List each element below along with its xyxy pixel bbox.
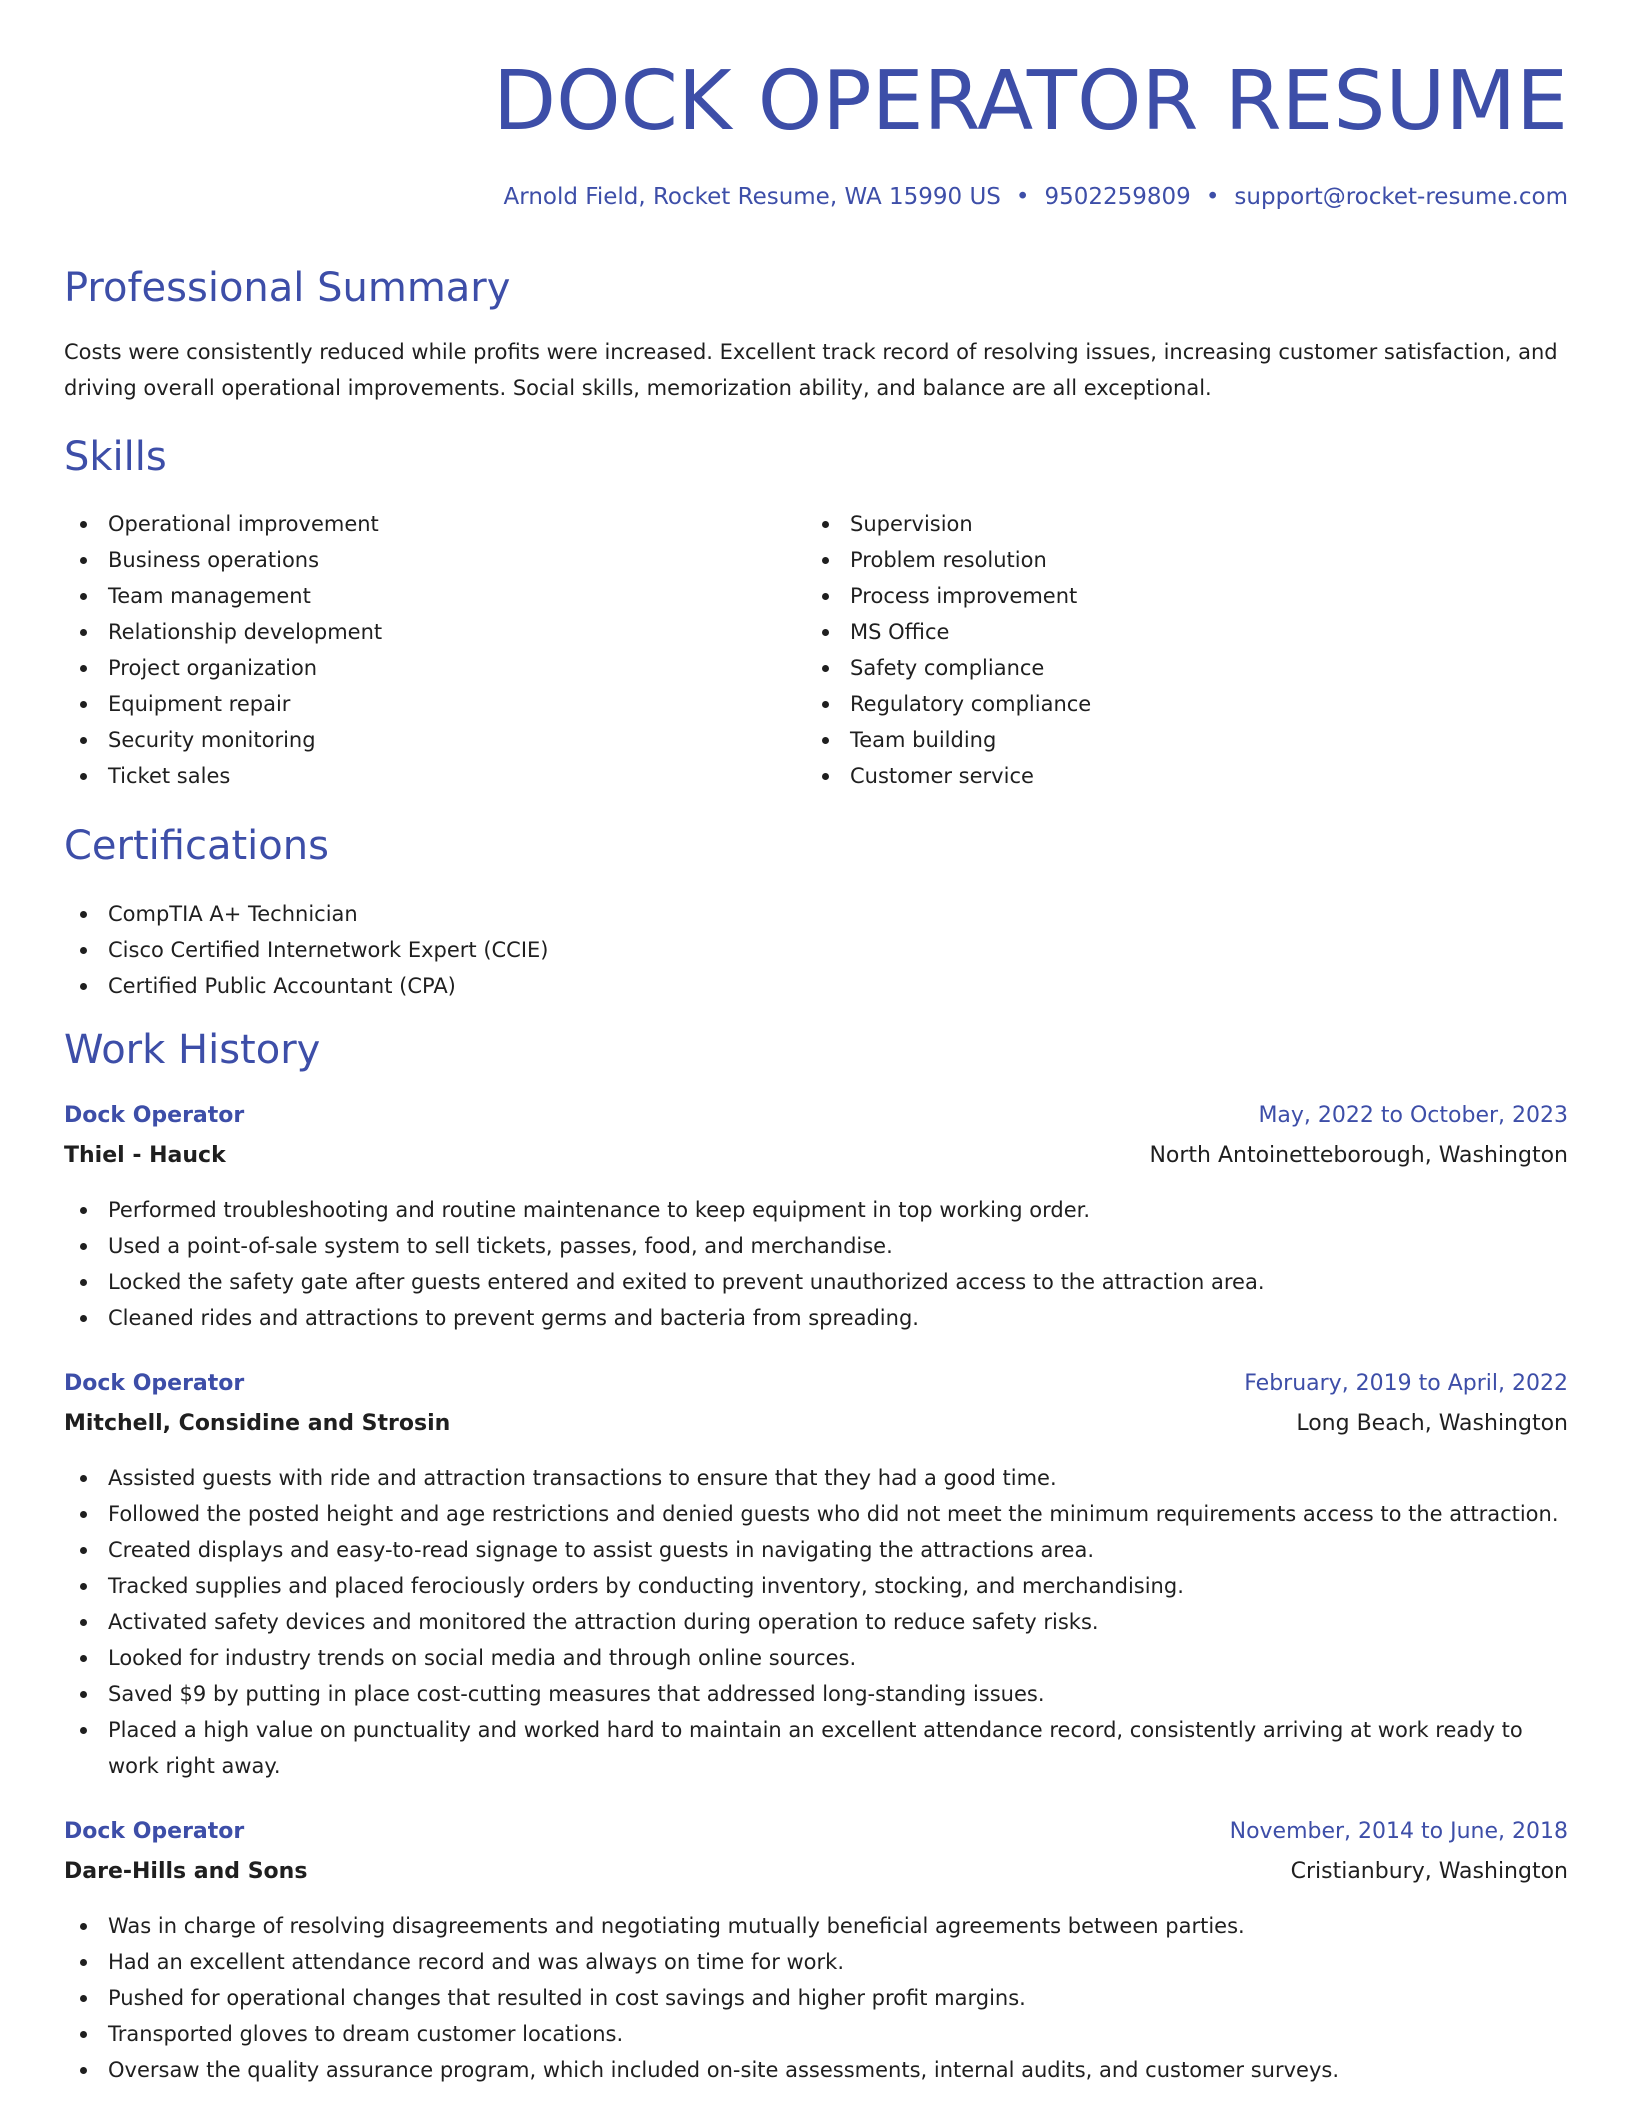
certification-item: Cisco Certified Internetwork Expert (CCIE)	[64, 932, 1568, 968]
skill-item: Supervision	[806, 506, 1506, 542]
job-duty-item: Pushed for operational changes that resulted in cost savings and higher profit margins.	[64, 1980, 1568, 2016]
skill-item: Ticket sales	[64, 758, 764, 794]
job-title-row	[64, 1814, 1568, 1854]
job-duty-item: Created displays and easy-to-read signage to assist guests in navigating the attractions area.	[64, 1532, 1568, 1568]
skills-list-left	[64, 506, 764, 794]
skill-item: Process improvement	[806, 578, 1506, 614]
job-company: Thiel - Hauck	[64, 1143, 226, 1168]
job-duty-item: Saved $9 by putting in place cost-cutting measures that addressed long-standing issues.	[64, 1676, 1568, 1712]
job-location: Long Beach, Washington	[1296, 1411, 1568, 1436]
job-company-row	[64, 1854, 1568, 1894]
contact-phone: 9502259809	[1044, 184, 1191, 210]
certification-item: CompTIA A+ Technician	[64, 896, 1568, 932]
skill-item: Safety compliance	[806, 650, 1506, 686]
job-dates: February, 2019 to April, 2022	[1244, 1371, 1568, 1396]
contact-address: Arnold Field, Rocket Resume, WA 15990 US	[503, 184, 1001, 210]
skill-item: Regulatory compliance	[806, 686, 1506, 722]
skill-item: Relationship development	[64, 614, 764, 650]
job-duty-item: Tracked supplies and placed ferociously orders by conducting inventory, stocking, and merchandising.	[64, 1568, 1568, 1604]
job-dates: November, 2014 to June, 2018	[1229, 1819, 1568, 1844]
skill-item: Team management	[64, 578, 764, 614]
job-duty-item: Had an excellent attendance record and was always on time for work.	[64, 1944, 1568, 1980]
job-company: Dare-Hills and Sons	[64, 1859, 308, 1884]
job-title: Dock Operator	[64, 1103, 245, 1128]
job-duty-item: Locked the safety gate after guests entered and exited to prevent unauthorized access to the attraction area.	[64, 1264, 1568, 1300]
contact-email: support@rocket-resume.com	[1234, 184, 1568, 210]
certifications-heading: Certifications	[64, 823, 329, 869]
job-duties-list	[64, 1908, 1568, 2088]
certification-item: Certified Public Accountant (CPA)	[64, 968, 1568, 1004]
skills-column-left	[64, 506, 764, 794]
job-title-row	[64, 1098, 1568, 1138]
skills-heading: Skills	[64, 434, 167, 480]
skill-item: Business operations	[64, 542, 764, 578]
job-duty-item: Followed the posted height and age restrictions and denied guests who did not meet the minimum requirements access to the attraction.	[64, 1496, 1568, 1532]
job-title-row	[64, 1366, 1568, 1406]
skill-item: Equipment repair	[64, 686, 764, 722]
job-duty-item: Assisted guests with ride and attraction transactions to ensure that they had a good time.	[64, 1460, 1568, 1496]
job-duty-item: Looked for industry trends on social media and through online sources.	[64, 1640, 1568, 1676]
job-location: Cristianbury, Washington	[1290, 1859, 1568, 1884]
job-duty-item: Cleaned rides and attractions to prevent germs and bacteria from spreading.	[64, 1300, 1568, 1336]
job-title: Dock Operator	[64, 1371, 245, 1396]
job-dates: May, 2022 to October, 2023	[1258, 1103, 1568, 1128]
job-duty-item: Activated safety devices and monitored the attraction during operation to reduce safety risks.	[64, 1604, 1568, 1640]
certifications-list	[64, 896, 1568, 1004]
skill-item: Team building	[806, 722, 1506, 758]
summary-text: Costs were consistently reduced while profits were increased. Excellent track record of resolving issues, increasing customer satisfaction, and driving overall operational improvements. Social skills, memorization ability, and balance are all exceptional.	[64, 340, 1558, 400]
job-entry	[64, 1366, 1568, 1784]
skill-item: Customer service	[806, 758, 1506, 794]
job-company-row	[64, 1138, 1568, 1178]
contact-line	[504, 180, 1568, 214]
job-location: North Antoinetteborough, Washington	[1149, 1143, 1568, 1168]
skill-item: Problem resolution	[806, 542, 1506, 578]
job-title: Dock Operator	[64, 1819, 245, 1844]
job-company: Mitchell, Considine and Strosin	[64, 1411, 451, 1436]
job-duty-item: Used a point-of-sale system to sell tickets, passes, food, and merchandise.	[64, 1228, 1568, 1264]
bullet-separator: •	[1205, 184, 1220, 210]
skills-column-right	[806, 506, 1506, 794]
job-duty-item: Placed a high value on punctuality and worked hard to maintain an excellent attendance record, consistently arriving at work ready to work right away.	[64, 1712, 1568, 1784]
job-company-row	[64, 1406, 1568, 1446]
certifications-section	[64, 896, 1568, 1004]
job-duties-list	[64, 1460, 1568, 1784]
job-duty-item: Was in charge of resolving disagreements and negotiating mutually beneficial agreements between parties.	[64, 1908, 1568, 1944]
job-duty-item: Transported gloves to dream customer locations.	[64, 2016, 1568, 2052]
skill-item: MS Office	[806, 614, 1506, 650]
skill-item: Project organization	[64, 650, 764, 686]
skill-item: Operational improvement	[64, 506, 764, 542]
resume-title: DOCK OPERATOR RESUME	[492, 54, 1568, 149]
job-entry	[64, 1098, 1568, 1336]
skills-list-right	[806, 506, 1506, 794]
bullet-separator: •	[1015, 184, 1030, 210]
job-entry	[64, 1814, 1568, 2088]
job-duties-list	[64, 1192, 1568, 1336]
job-duty-item: Performed troubleshooting and routine maintenance to keep equipment in top working order.	[64, 1192, 1568, 1228]
skill-item: Security monitoring	[64, 722, 764, 758]
summary-heading: Professional Summary	[64, 265, 511, 311]
job-duty-item: Oversaw the quality assurance program, which included on-site assessments, internal audits, and customer surveys.	[64, 2052, 1568, 2088]
work-history-heading: Work History	[64, 1027, 321, 1073]
